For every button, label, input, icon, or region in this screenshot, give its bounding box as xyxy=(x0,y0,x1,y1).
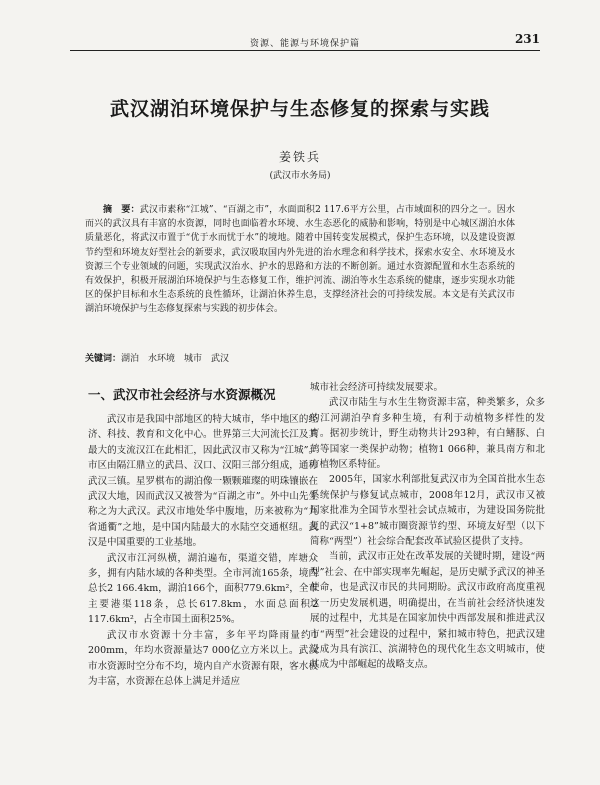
body-column-right xyxy=(310,380,545,673)
author-name: 姜铁兵 xyxy=(278,150,321,164)
body-paragraph: 武汉市水资源十分丰富，多年平均降雨量约1 200mm，年均水资源量达7 000亿立方米以上。武汉市水资源时空分布不均，境内自产水资源有限，客水极为丰富，水资源在总体上满足并适应 xyxy=(88,629,318,687)
body-paragraph: 武汉市是我国中部地区的特大城市，华中地区的经济、科技、教育和文化中心。世界第三大河流长江及其最大的支流汉江在此相汇，因此武汉市又称为“江城”。市区由隔江鼎立的武昌、汉口、汉阳三部分组成，通称武汉三镇。星罗棋布的湖泊像一颗颗璀璨的明珠镶嵌在武汉大地，因而武汉又被誉为“百湖之市”。外中山先生称之为大武汉。武汉市地处华中腹地，历来被称为“九省通衢”之地，是中国内陆最大的水陆空交通枢纽。武汉是中国重要的工业基地。 xyxy=(88,414,318,549)
body-paragraph: 武汉市江河纵横，湖泊遍布，渠道交错，库塘众多，拥有内陆水域的各种类型。全市河流165条，境内总长2 166.4km，湖泊166个，面积779.6km²，全市主要港渠118条，总长617.8km，水面总面积2 117.6km²，占全市国土面积25%。 xyxy=(88,552,318,626)
keywords xyxy=(85,352,515,366)
body-column-left xyxy=(88,380,318,689)
article-title: 武汉湖泊环境保护与生态修复的探索与实践 xyxy=(109,98,490,120)
keywords-label: 关键词： xyxy=(85,354,122,364)
page-number: 231 xyxy=(514,32,540,46)
body-paragraph: 2005年，国家水利部批复武汉市为全国首批水生态系统保护与修复试点城市，2008年12月，武汉市又被国家批准为全国节水型社会试点城市，为建设国务院批复的武汉“1+8”城市圈资源节约型、环境友好型（以下简称“两型”）社会综合配套改革试验区提供了支持。 xyxy=(310,474,545,548)
keywords-text: 湖泊 水环境 城市 武汉 xyxy=(121,354,230,364)
body-paragraph: 武汉市陆生与水生生物资源丰富，种类繁多，众多的江河湖泊孕育多种生境，有利于动植物多样性的发育。据初步统计，野生动物共计293种，有白鳍豚、白鹤等国家一类保护动物；植物1 066种，兼具南方和北方植物区系特征。 xyxy=(310,397,545,471)
section-heading: 一、武汉市社会经济与水资源概况 xyxy=(88,387,276,402)
abstract-label: 摘 要： xyxy=(103,205,140,215)
body-paragraph: 城市社会经济可持续发展要求。 xyxy=(310,382,444,393)
running-header xyxy=(70,34,540,51)
body-paragraph: 当前，武汉市正处在改革发展的关键时期，建设“两型”社会、在中部实现率先崛起，是历史赋予武汉的神圣使命，也是武汉市民的共同期盼。武汉市政府高度重视这一历史发展机遇，明确提出，在当前社会经济快速发展的过程中，尤其是在国家加快中西部发展和推进武汉市“两型”社会建设的过程中，紧扣城市特色，把武汉建设成为具有滨江、滨湖特色的现代化生态文明城市，使其成为中部崛起的战略支点。 xyxy=(310,551,545,671)
author-affiliation: (武汉市水务局) xyxy=(269,171,331,181)
abstract-text: 武汉市素称“江城”、“百湖之市”，水面面积2 117.6平方公里，占市域面积的四分之一。因水而兴的武汉具有丰富的水资源，同时也面临着水环境、水生态恶化的威胁和影响，特别是中心城区湖泊水体质量恶化，将武汉市置于“优于水而忧于水”的境地。随着中国转变发展模式，保护生态环境，以及建设资源节约型和环境友好型社会的新要求，武汉吸取国内外先进的治水理念和科学技术，探索水安全、水环境及水资源三个专业领域的问题，实现武汉治水、护水的思路和方法的不断创新。通过水资源配置和水生态系统的有效保护，积极开展湖泊环境保护与生态修复工作，维护河流、湖泊等水生态系统的健康，逐步实现水功能区的保护目标和水生态系统的良性循环，让湖泊休养生息，支撑经济社会的可持续发展。本文是有关武汉市湖泊环境保护与生态修复探索与实践的初步体会。 xyxy=(85,205,515,315)
abstract xyxy=(85,203,515,317)
running-title: 资源、能源与环境保护篇 xyxy=(249,39,360,49)
